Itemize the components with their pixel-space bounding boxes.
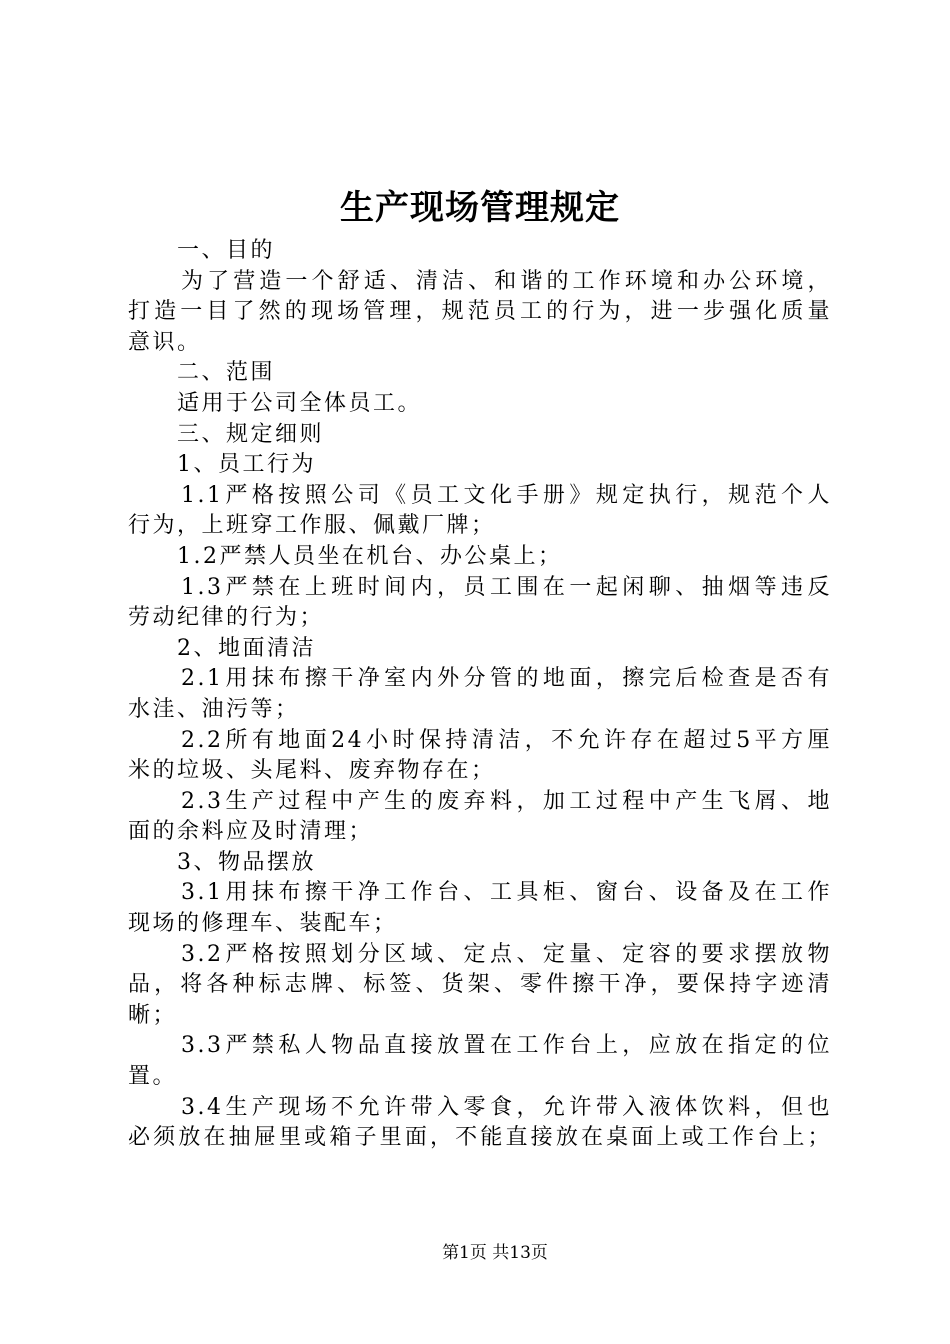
rule-item-line: 水洼、油污等； (128, 696, 300, 722)
subsection-heading: 2、地面清洁 (177, 635, 316, 661)
paragraph-line: 适用于公司全体员工。 (177, 390, 423, 416)
rule-item-line: 1.2严禁人员坐在机台、办公桌上； (177, 543, 563, 569)
section-heading-purpose: 一、目的 (177, 238, 276, 263)
rule-item-line: 晰； (128, 1002, 178, 1028)
rule-item-line: 1.3严禁在上班时间内，员工围在一起闲聊、抽烟等违反 (181, 574, 832, 600)
section-heading-rules: 三、规定细则 (177, 421, 325, 447)
rule-item-line: 米的垃圾、头尾料、废弃物存在； (128, 758, 496, 784)
subsection-heading: 3、物品摆放 (177, 849, 316, 875)
paragraph-line: 为了营造一个舒适、清洁、和谐的工作环境和办公环境， (181, 268, 832, 294)
rule-item-line: 2.1用抹布擦干净室内外分管的地面，擦完后检查是否有 (181, 666, 832, 692)
rule-item-line: 品，将各种标志牌、标签、货架、零件擦干净，要保持字迹清 (128, 972, 832, 998)
document-body (128, 236, 832, 1154)
rule-item-line: 3.2严格按照划分区域、定点、定量、定容的要求摆放物 (181, 941, 832, 967)
paragraph-line: 打造一目了然的现场管理，规范员工的行为，进一步强化质量 (128, 299, 832, 325)
subsection-heading: 1、员工行为 (177, 452, 316, 478)
paragraph-line: 意识。 (128, 329, 202, 355)
document-title: 生产现场管理规定 (340, 188, 620, 228)
rule-item-line: 必须放在抽屉里或箱子里面，不能直接放在桌面上或工作台上； (128, 1125, 832, 1151)
rule-item-line: 2.2所有地面24小时保持清洁，不允许存在超过5平方厘 (181, 727, 832, 753)
rule-item-line: 3.1用抹布擦干净工作台、工具柜、窗台、设备及在工作 (181, 880, 832, 906)
rule-item-line: 面的余料应及时清理； (128, 819, 374, 845)
rule-item-line: 3.3严禁私人物品直接放置在工作台上，应放在指定的位 (181, 1033, 832, 1059)
rule-item-line: 2.3生产过程中产生的废弃料，加工过程中产生飞屑、地 (181, 788, 832, 814)
page-number-footer: 第1页 共13页 (442, 1243, 548, 1263)
rule-item-line: 置。 (128, 1064, 178, 1090)
rule-item-line: 行为，上班穿工作服、佩戴厂牌； (128, 513, 496, 539)
section-heading-scope: 二、范围 (177, 360, 276, 386)
rule-item-line: 劳动纪律的行为； (128, 605, 325, 631)
rule-item-line: 3.4生产现场不允许带入零食，允许带入液体饮料，但也 (181, 1094, 832, 1120)
rule-item-line: 现场的修理车、装配车； (128, 911, 398, 937)
rule-item-line: 1.1严格按照公司《员工文化手册》规定执行，规范个人 (181, 482, 832, 508)
